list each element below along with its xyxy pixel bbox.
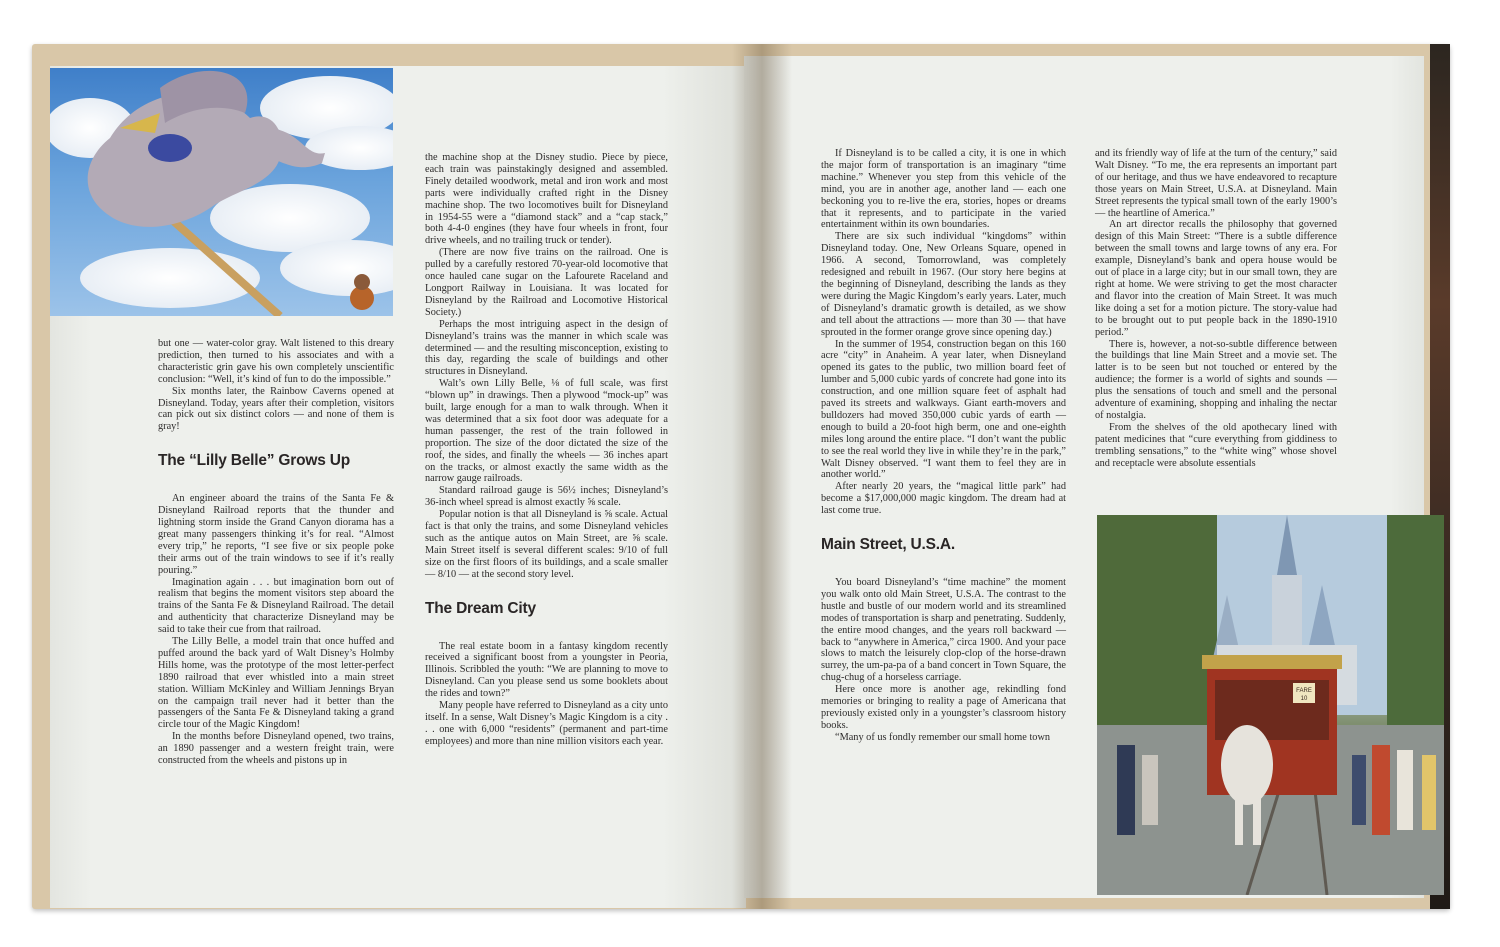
paragraph: The real estate boom in a fantasy kingdom recently received a significant boost from a youngster in Peoria, Illinois. Scribbled the youth: “We are planning to move to Disneyland. Can you please send us some booklets about the rides and town?” xyxy=(425,640,668,700)
section-heading-lilly-belle: The “Lilly Belle” Grows Up xyxy=(158,452,351,470)
fare-sign-text: FARE xyxy=(1296,688,1312,694)
paragraph: Walt’s own Lilly Belle, ⅛ of full scale, was first “blown up” in drawings. Then a plywood “mock-up” was built, large enough for a man to walk through. When it was determined that a six foot door was adequate for a human passenger, the rest of the train followed in proportion. The size of the door dictated the size of the roof, the sides, and finally the wheels — 36 inches apart on the tracks, or almost exactly the same width as the narrow gauge railroads. xyxy=(425,378,668,485)
fare-sign-amount: 10 xyxy=(1300,696,1308,702)
right-column-2 xyxy=(1095,148,1337,469)
right-column-1 xyxy=(821,148,1066,744)
book-spine xyxy=(732,44,792,909)
paragraph: In the summer of 1954, construction began on this 160 acre “city” in Anaheim. A year later, when Disneyland opened its gates to the public, two million board feet of lumber and 5,000 cubic yards of concrete had gone into its construction, and one million square feet of asphalt had paved its streets and walkways. Giant earth-movers and bulldozers had moved 350,000 cubic yards of earth — enough to build a 20-foot high berm, one and one-eighth miles long around the entire place. “I don’t want the public to see the real world they live in while they’re in the park,” Walt Disney observed. “I want them to feel they are in another world.” xyxy=(821,338,1066,481)
paragraph: the machine shop at the Disney studio. Piece by piece, each train was painstakingly designed and assembled. Finely detailed woodwork, metal and iron work and most parts were individually crafted right in the Disney machine shop. The two locomotives built for Disneyland in 1954-55 were a “diamond stack” and a “cap stack,” both 4-4-0 engines (they have four wheels in front, four drive wheels, and no trailing truck or tender). xyxy=(425,152,668,247)
paragraph: Popular notion is that all Disneyland is ⅝ scale. Actual fact is that only the trains, and some Disneyland vehicles such as the antique autos on Main Street, are ⅝ scale. Main Street itself is several different scales: 9/10 of full size on the first floors of its buildings, and a scale smaller — 8/10 — at the second story level. xyxy=(425,509,668,580)
paragraph: The Lilly Belle, a model train that once huffed and puffed around the back yard of Walt Disney’s Holmby Hills home, was the prototype of the most letter-perfect 1890 railroad that ever whistled into a main street station. William McKinley and William Jennings Bryan on the campaign trail never had it better than the passengers of the Santa Fe & Disneyland taking a grand circle tour of the Magic Kingdom! xyxy=(158,636,394,731)
paragraph: Perhaps the most intriguing aspect in the design of Disneyland’s trains was the manner in which scale was determined — and the resulting misconception, existing to this day, regarding the scale of buildings and other structures in Disneyland. xyxy=(425,318,668,378)
paragraph: but one — water-color gray. Walt listened to this dreary prediction, then turned to his associates and with a characteristic grin gave his own completely unscientific conclusion: “Well, it’s kind of fun to do the impossible.” xyxy=(158,338,394,385)
paragraph: Many people have referred to Disneyland as a city unto itself. In a sense, Walt Disney’s Magic Kingdom is a city . . . one with 6,000 “residents” (permanent and part-time employees) and more than nine million visitors each year. xyxy=(425,700,668,747)
paragraph: There are six such individual “kingdoms” within Disneyland today. One, New Orleans Square, opened in 1966. A second, Tomorrowland, was completely redesigned and rebuilt in 1967. (Our story here begins at the beginning of Disneyland, describing the lands as they were during the Magic Kingdom’s early years. Later, much of Disneyland’s dramatic growth is detailed, as we show and tell about the attractions — more than 30 — that have sprouted in the former orange grove since opening day.) xyxy=(821,231,1066,338)
main-street-illustration xyxy=(1097,515,1444,895)
paragraph: Standard railroad gauge is 56½ inches; Disneyland’s 36-inch wheel spread is almost exactly ⅝ scale. xyxy=(425,485,668,509)
paragraph: After nearly 20 years, the “magical little park” had become a $17,000,000 magic kingdom. The dream had at last come true. xyxy=(821,481,1066,517)
paragraph: If Disneyland is to be called a city, it is one in which the major form of transportation is an imaginary “time machine.” Whenever you step from this vehicle of the mind, you are in another age, another land — each one beckoning you to re-live the era, stories, hopes or dreams that it represents, and to participate in the varied entertainment within its own boundaries. xyxy=(821,148,1066,231)
paragraph: There is, however, a not-so-subtle difference between the buildings that line Main Street and a movie set. The latter is to be seen but not touched or entered by the audience; the former is a world of sights and sounds — plus the sensations of touch and smell and the personal adventure of examining, shopping and inhaling the nectar of nostalgia. xyxy=(1095,338,1337,421)
paragraph: Here once more is another age, rekindling fond memories or bringing to reality a page of Americana that previously existed only in a youngster’s classroom history books. xyxy=(821,684,1066,731)
left-column-1 xyxy=(158,338,394,767)
left-column-2 xyxy=(425,152,668,748)
paragraph: An art director recalls the philosophy that governed design of this Main Street: “There is a subtle difference between the small towns and large towns of any era. For example, Disneyland’s bank and opera house would be out of place in a large city; but in our small town, they are right at home. We were striving to get the most character and flavor into the creation of Main Street. It was much like doing a set for a motion picture. The story-value had to be brought out to put people back in the 1890-1910 period.” xyxy=(1095,219,1337,338)
main-street-photo xyxy=(1097,515,1444,895)
paragraph: and its friendly way of life at the turn of the century,” said Walt Disney. “To me, the era represents an important part of our heritage, and thus we have endeavored to recapture those years on Main Street, U.S.A. at Disneyland. Main Street represents the typical small town of the early 1900’s — the heartline of America.” xyxy=(1095,148,1337,219)
section-heading-dream-city: The Dream City xyxy=(425,599,536,617)
section-heading-main-street: Main Street, U.S.A. xyxy=(821,536,956,554)
paragraph: (There are now five trains on the railroad. One is pulled by a carefully restored 70-year-old locomotive that once hauled cane sugar on the Lafourete Raceland and Longport Railway in Louisiana. It was located for Disneyland by the Railroad and Locomotive Historical Society.) xyxy=(425,247,668,318)
dumbo-illustration xyxy=(50,68,393,316)
paragraph: You board Disneyland’s “time machine” the moment you walk onto old Main Street, U.S.A. The contrast to the hustle and bustle of our modern world and its streamlined modes of transportation is sharp and penetrating. Suddenly, the entire mood changes, and the years roll backward — back to “anywhere in America,” circa 1900. And your pace slows to match the leisurely clop-clop of the horse-drawn surrey, the um-pa-pa of a band concert in Town Square, the chug-chug of a horseless carriage. xyxy=(821,577,1066,684)
paragraph: Six months later, the Rainbow Caverns opened at Disneyland. Today, years after their completion, visitors can pick out six distinct colors — and none of them is gray! xyxy=(158,385,394,433)
paragraph: Imagination again . . . but imagination born out of realism that begins the moment visitors step aboard the trains of the Santa Fe & Disneyland Railroad. The detail and authenticity that characterize Disneyland may be said to take their cue from that railroad. xyxy=(158,576,394,636)
dumbo-photo xyxy=(50,68,393,316)
paragraph: “Many of us fondly remember our small home town xyxy=(835,731,1051,743)
paragraph: From the shelves of the old apothecary lined with patent medicines that “cure everything from giddiness to trembling sensations,” to the “white wing” whose shovel and receptacle were absolute essentials xyxy=(1095,421,1337,469)
paragraph: An engineer aboard the trains of the Santa Fe & Disneyland Railroad reports that the thunder and lightning storm inside the Grand Canyon diorama has a great many passengers thinking it’s for real. “Almost every trip,” he reports, “I see five or six people poke their arms out of the train windows to see if it’s really pouring.” xyxy=(158,493,394,576)
paragraph: In the months before Disneyland opened, two trains, an 1890 passenger and a western freight train, were constructed from the wheels and pistons up in xyxy=(158,731,394,767)
